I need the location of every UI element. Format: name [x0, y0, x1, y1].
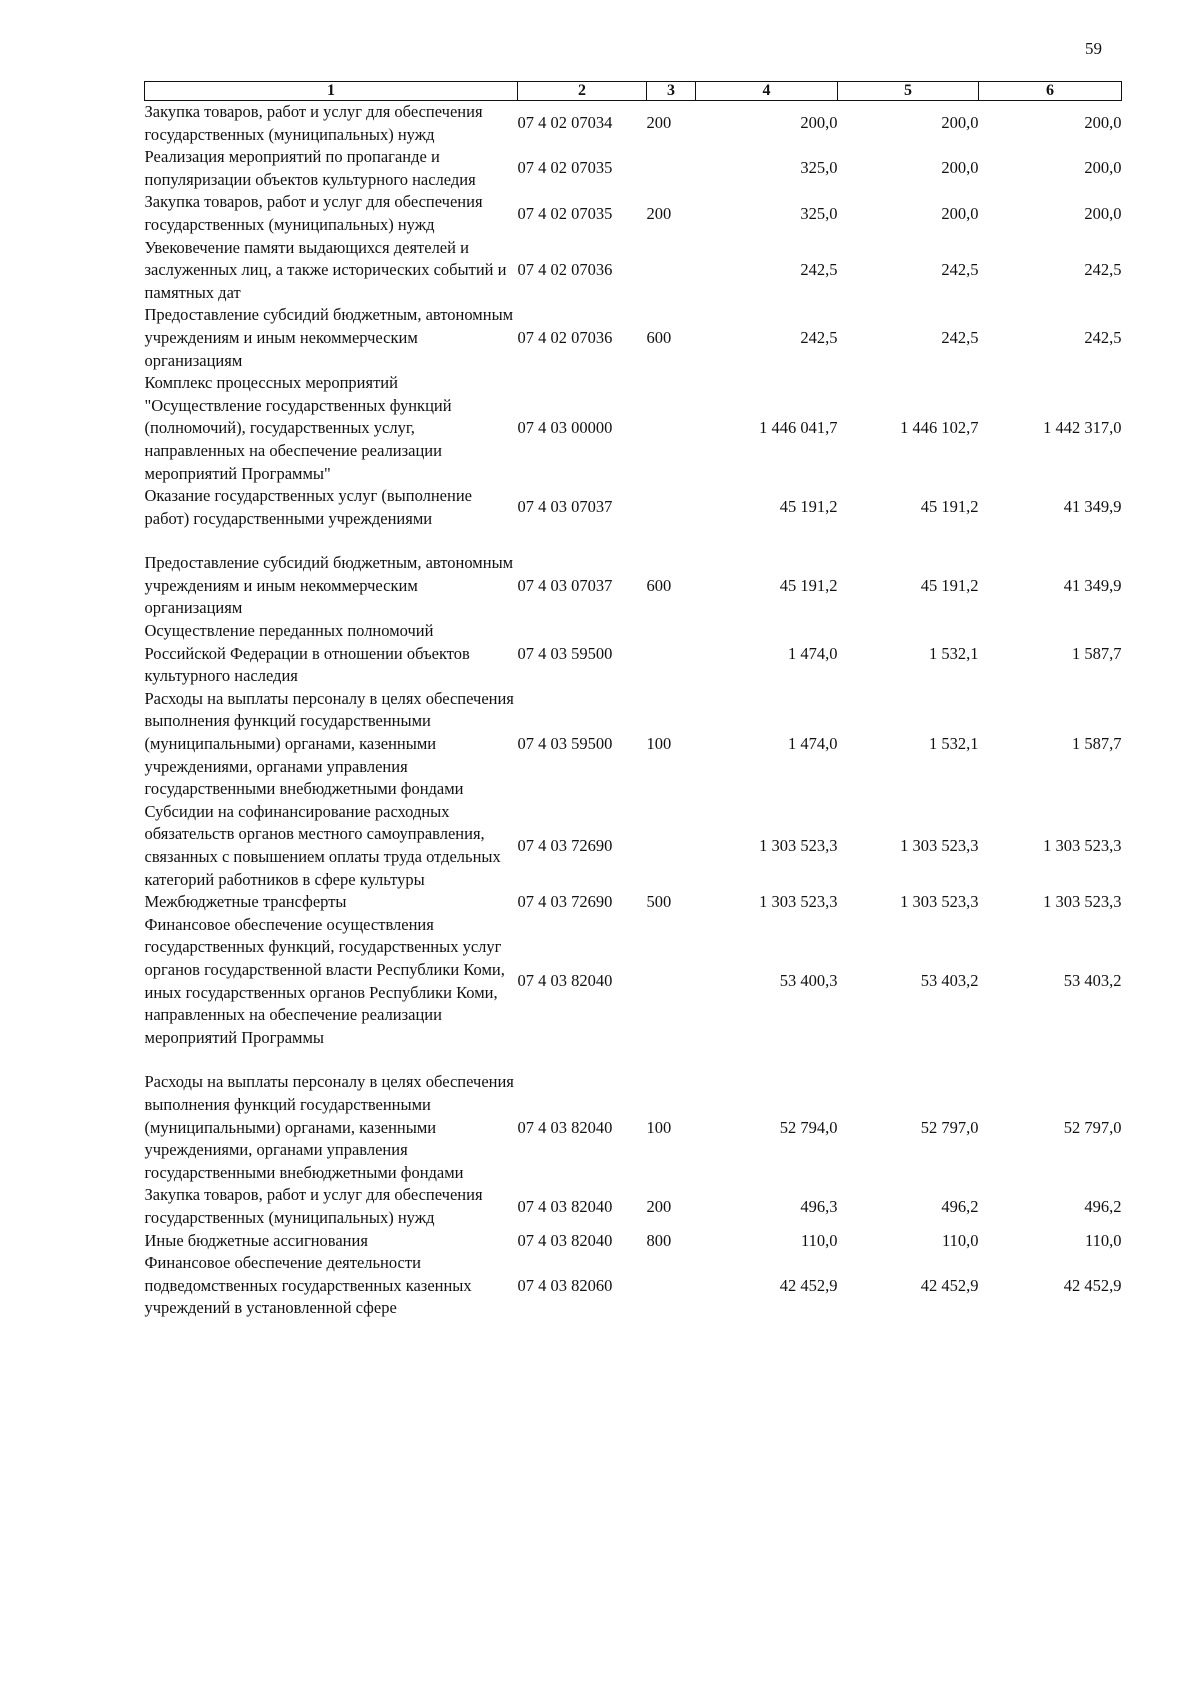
header-col-3: 3 — [647, 82, 696, 101]
cell-value-col6: 200,0 — [1084, 113, 1122, 133]
cell-value-col6: 53 403,2 — [1063, 971, 1122, 991]
spacer-cell — [145, 530, 1122, 552]
cell-value-col6: 41 349,9 — [1063, 497, 1122, 517]
cell-expense-type: 200 — [646, 113, 672, 133]
cell-name: Увековечение памяти выдающихся деятелей и заслуженных лиц, а также исторических событий и памятных дат — [144, 237, 507, 302]
cell-value-col5: 42 452,9 — [920, 1275, 979, 1295]
cell-value-col5: 242,5 — [941, 260, 979, 280]
cell-expense-type: 100 — [646, 734, 672, 754]
cell-value-col6: 242,5 — [1084, 327, 1122, 347]
cell-expense-type — [647, 620, 696, 688]
table-row — [145, 191, 1122, 236]
cell-value-col4: 110,0 — [800, 1230, 838, 1250]
cell-value-col6: 42 452,9 — [1063, 1275, 1122, 1295]
cell-code: 07 4 03 82040 — [517, 1230, 613, 1250]
cell-value-col5: 1 532,1 — [929, 643, 979, 663]
cell-expense-type — [647, 146, 696, 191]
cell-expense-type — [647, 485, 696, 530]
cell-value-col4: 1 303 523,3 — [759, 835, 838, 855]
spacer-cell — [145, 1049, 1122, 1071]
table-row — [145, 801, 1122, 891]
table-row — [145, 620, 1122, 688]
cell-code: 07 4 03 59500 — [517, 734, 613, 754]
table-row — [145, 237, 1122, 305]
cell-name: Осуществление переданных полномочий Российской Федерации в отношении объектов культурного наследия — [144, 621, 470, 686]
cell-value-col6: 52 797,0 — [1063, 1117, 1122, 1137]
table-row — [145, 1252, 1122, 1320]
table-row — [145, 1230, 1122, 1253]
cell-value-col4: 42 452,9 — [779, 1275, 838, 1295]
cell-value-col4: 325,0 — [800, 203, 838, 223]
cell-value-col6: 1 587,7 — [1072, 734, 1122, 754]
cell-name: Закупка товаров, работ и услуг для обеспечения государственных (муниципальных) нужд — [144, 192, 483, 234]
cell-value-col4: 242,5 — [800, 327, 838, 347]
cell-value-col5: 45 191,2 — [920, 497, 979, 517]
cell-value-col4: 45 191,2 — [779, 575, 838, 595]
cell-value-col6: 1 303 523,3 — [1043, 892, 1122, 912]
cell-value-col6: 1 303 523,3 — [1043, 835, 1122, 855]
table-row — [145, 485, 1122, 530]
cell-value-col6: 110,0 — [1084, 1230, 1122, 1250]
cell-name: Закупка товаров, работ и услуг для обеспечения государственных (муниципальных) нужд — [144, 1185, 483, 1227]
page-number: 59 — [1085, 39, 1102, 58]
table-row — [145, 304, 1122, 372]
cell-expense-type: 600 — [646, 327, 672, 347]
table-row — [145, 1071, 1122, 1184]
cell-value-col5: 1 532,1 — [929, 734, 979, 754]
cell-value-col4: 1 303 523,3 — [759, 892, 838, 912]
cell-code: 07 4 03 82060 — [517, 1275, 613, 1295]
cell-name: Предоставление субсидий бюджетным, автономным учреждениям и иным некоммерческим организациям — [144, 305, 514, 370]
cell-expense-type — [647, 1252, 696, 1320]
cell-value-col4: 496,3 — [800, 1196, 838, 1216]
cell-value-col6: 200,0 — [1084, 158, 1122, 178]
cell-value-col4: 200,0 — [800, 113, 838, 133]
cell-value-col5: 242,5 — [941, 327, 979, 347]
cell-value-col5: 1 303 523,3 — [900, 835, 979, 855]
cell-value-col6: 41 349,9 — [1063, 575, 1122, 595]
cell-value-col4: 325,0 — [800, 158, 838, 178]
table-row — [145, 891, 1122, 914]
cell-value-col5: 45 191,2 — [920, 575, 979, 595]
cell-code: 07 4 03 07037 — [517, 575, 613, 595]
cell-value-col4: 52 794,0 — [779, 1117, 838, 1137]
cell-code: 07 4 03 07037 — [517, 497, 613, 517]
cell-value-col5: 200,0 — [941, 113, 979, 133]
cell-name: Расходы на выплаты персоналу в целях обеспечения выполнения функций государственными (муниципальными) органами, казенными учреждениями, органами управления государственными внебюджетными фондами — [144, 688, 514, 799]
cell-expense-type — [647, 801, 696, 891]
cell-name: Межбюджетные трансферты — [144, 892, 347, 912]
header-row — [145, 82, 1122, 101]
cell-name: Комплекс процессных мероприятий "Осуществление государственных функций (полномочий), государственных услуг, направленных на обеспечение реализации мероприятий Программы" — [144, 373, 452, 483]
cell-expense-type: 100 — [646, 1117, 672, 1137]
cell-value-col4: 53 400,3 — [779, 971, 838, 991]
cell-value-col6: 496,2 — [1084, 1196, 1122, 1216]
row-spacer — [145, 530, 1122, 552]
cell-code: 07 4 03 72690 — [517, 892, 613, 912]
cell-name: Финансовое обеспечение осуществления государственных функций, государственных услуг органов государственной власти Республики Коми, иных государственных органов Республики Коми, направленных на обеспечение реализации мероприятий Программы — [144, 914, 505, 1047]
table-row — [145, 688, 1122, 801]
cell-name: Расходы на выплаты персоналу в целях обеспечения выполнения функций государственными (муниципальными) органами, казенными учреждениями, органами управления государственными внебюджетными фондами — [144, 1072, 514, 1182]
cell-value-col5: 110,0 — [941, 1230, 979, 1250]
table-row — [145, 914, 1122, 1050]
table-header — [145, 82, 1122, 101]
cell-value-col5: 1 303 523,3 — [900, 892, 979, 912]
cell-name: Оказание государственных услуг (выполнение работ) государственными учреждениями — [144, 486, 472, 528]
header-col-4: 4 — [696, 82, 838, 101]
cell-expense-type: 800 — [646, 1230, 672, 1250]
table-row — [145, 146, 1122, 191]
cell-code: 07 4 02 07035 — [517, 203, 613, 223]
cell-value-col5: 52 797,0 — [920, 1117, 979, 1137]
table-row — [145, 101, 1122, 147]
header-col-6: 6 — [979, 82, 1122, 101]
cell-value-col6: 1 587,7 — [1072, 643, 1122, 663]
cell-value-col6: 200,0 — [1084, 203, 1122, 223]
cell-expense-type — [647, 914, 696, 1050]
cell-value-col4: 1 474,0 — [788, 643, 838, 663]
cell-value-col6: 1 442 317,0 — [1043, 418, 1122, 438]
cell-expense-type — [647, 372, 696, 485]
cell-expense-type: 600 — [646, 575, 672, 595]
cell-value-col5: 1 446 102,7 — [900, 418, 979, 438]
cell-code: 07 4 03 72690 — [517, 835, 613, 855]
cell-value-col5: 200,0 — [941, 158, 979, 178]
cell-name: Закупка товаров, работ и услуг для обеспечения государственных (муниципальных) нужд — [144, 102, 483, 144]
cell-code: 07 4 03 82040 — [517, 971, 613, 991]
cell-code: 07 4 02 07036 — [517, 260, 613, 280]
header-col-1: 1 — [145, 82, 518, 101]
cell-name: Предоставление субсидий бюджетным, автономным учреждениям и иным некоммерческим организациям — [144, 553, 514, 618]
table-row — [145, 552, 1122, 620]
cell-code: 07 4 03 82040 — [517, 1117, 613, 1137]
cell-value-col4: 242,5 — [800, 260, 838, 280]
cell-expense-type — [647, 237, 696, 305]
cell-code: 07 4 02 07035 — [517, 158, 613, 178]
cell-code: 07 4 02 07036 — [517, 327, 613, 347]
header-col-2: 2 — [518, 82, 647, 101]
cell-value-col5: 496,2 — [941, 1196, 979, 1216]
cell-name: Субсидии на софинансирование расходных обязательств органов местного самоуправления, связанных с повышением оплаты труда отдельных категорий работников в сфере культуры — [144, 801, 501, 889]
cell-code: 07 4 02 07034 — [517, 113, 613, 133]
budget-table — [144, 81, 1122, 1320]
cell-code: 07 4 03 82040 — [517, 1196, 613, 1216]
cell-value-col5: 53 403,2 — [920, 971, 979, 991]
cell-value-col4: 45 191,2 — [779, 497, 838, 517]
table-body — [145, 101, 1122, 1320]
cell-code: 07 4 03 00000 — [517, 418, 613, 438]
cell-name: Реализация мероприятий по пропаганде и популяризации объектов культурного наследия — [144, 147, 476, 189]
table-row — [145, 372, 1122, 485]
cell-name: Иные бюджетные ассигнования — [144, 1230, 368, 1250]
table-row — [145, 1184, 1122, 1229]
cell-expense-type: 500 — [646, 892, 672, 912]
cell-expense-type: 200 — [646, 1196, 672, 1216]
cell-value-col5: 200,0 — [941, 203, 979, 223]
cell-code: 07 4 03 59500 — [517, 643, 613, 663]
cell-value-col6: 242,5 — [1084, 260, 1122, 280]
cell-value-col4: 1 474,0 — [788, 734, 838, 754]
header-col-5: 5 — [838, 82, 979, 101]
cell-value-col4: 1 446 041,7 — [759, 418, 838, 438]
row-spacer — [145, 1049, 1122, 1071]
cell-expense-type: 200 — [646, 203, 672, 223]
cell-name: Финансовое обеспечение деятельности подведомственных государственных казенных учреждений в установленной сфере — [144, 1253, 472, 1318]
